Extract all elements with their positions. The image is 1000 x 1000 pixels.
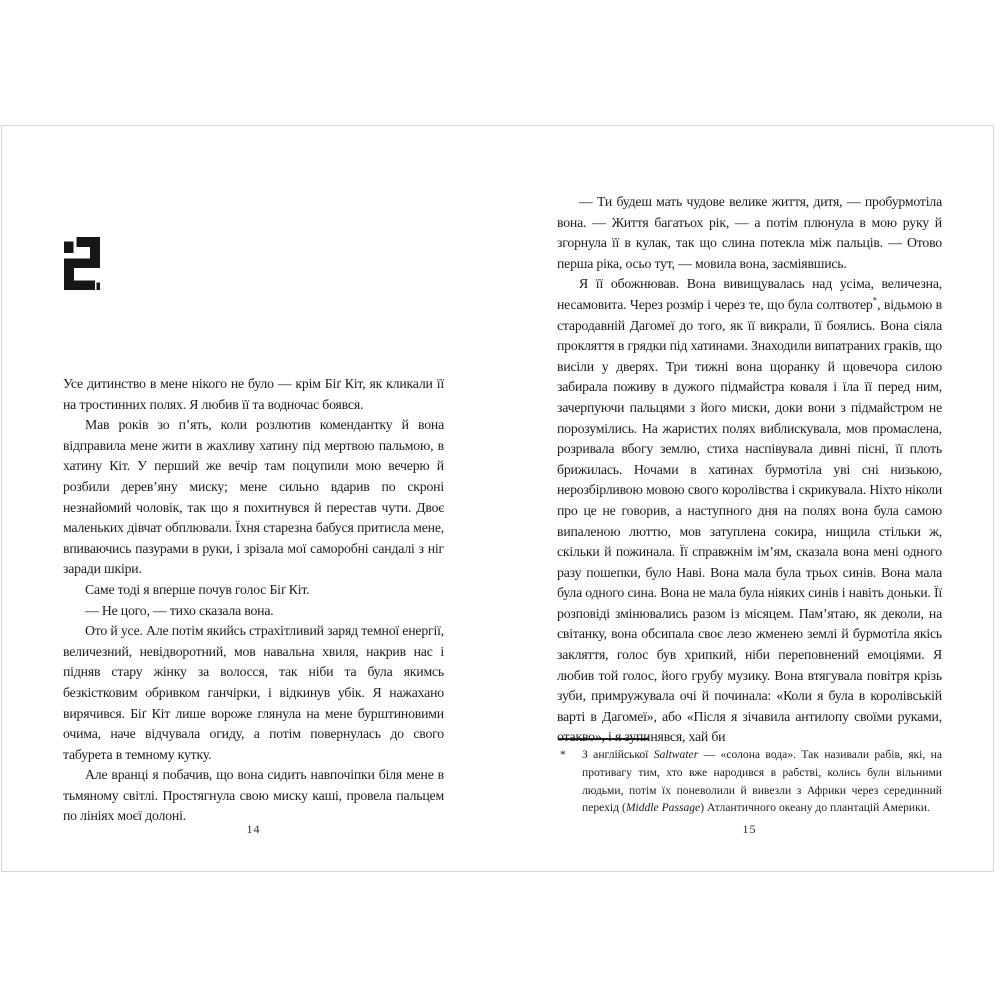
paragraph: Усе дитинство в мене нікого не було — крім Біґ Кіт, як кликали її на тростинних полях. Я любив її та водночас боявся. <box>63 376 444 412</box>
footnote-divider-rule <box>558 738 649 740</box>
right-page <box>557 126 942 871</box>
footnote-text-italic: Saltwater <box>653 748 699 761</box>
paragraph-segment: Я її обожнював. Вона вивищувалась над усіма, величезна, несамовита. Через розмір і через те, що була солтвотер <box>557 276 942 312</box>
chapter-numeral-glyph <box>64 237 100 290</box>
paragraph-segment: , відьмою в стародавній Дагомеї до того, як її викрали, її боялись. Вона сіяла прокляття в грядки під хатинами. Знаходили випатраних граків, що висіли у дверях. Три тижні вона щоранку й щовечора силою забирала поживу в дужого підмайстра коваля і їла її перед ним, зачерпуючи пальцями з його миски, доки вони з підмайстром не порозумілись. На жаристих полях виблискувала, мов промаслена, розривала вбогу землю, стиха наспівувала дивні пісні, її плоть брижилась. Ночами в хатинах бурмотіла уві сні низькою, нерозбірливою мовою свого королівства і скрикувала. Ніхто ніколи про це не говорив, а наступного дня на полях вона була самою випаленою люттю, мов затуплена сокира, нищила стільки ж, скільки й пожинала. Її справжнім ім’ям, сказала вона мені одного разу пошепки, було Наві. Вона мала була трьох синів. Вона мала була одного сина. Вона не мала була ніяких синів і навіть доньки. Її розповіді змінювались разом із місяцем. Пам’ятаю, як деколи, на світанку, вона обсипала своє лезо жменею землі й бурмотіла якісь закляття, голос був хрипкий, ніби переповнений емоціями. Я любив той голос, його грубу музику. Вона втягувала повітря крізь зуби, примружувала очі й починала: «Коли я була в королівській варті в Дагомеї», або «Після я зічавила антилопу своїми руками, отакво», і я зупинявся, хай би <box>557 296 942 745</box>
footnote <box>557 746 942 817</box>
paragraph <box>557 274 942 748</box>
paragraph: Мав років зо п’ять, коли розлютив комендантку й вона відправила мене жити в жахливу хатину під мертвою пальмою, в хатину Кіт. У перший же вечір там поцупили мою вечерю й розбили дерев’яну миску; мене сильно вдарив по скроні незнайомий чоловік, так що я похитнувся й перестав чути. Двоє маленьких дівчат обплювали. Їхня старезна бабуся притисла мене, впиваючись пазурами в руки, і зрізала мої саморобні сандалі з ніг заради шкіри. <box>63 417 444 577</box>
footnote-text: З англійської <box>582 748 654 761</box>
paragraph: Ото й усе. Але потім якийсь страхітливий заряд темної енергії, величезний, невідворотний, мов навальна хвиля, накрив нас і підняв стару жінку за волосся, так ніби та була якимсь безкістковим обривком ганчірки, і відкинув убік. Я нажахано вирячився. Біґ Кіт лише вороже глянула на мене бурштиновими очима, наче відчувала огиду, а потім повернулась до свого табурета в темному кутку. <box>63 623 444 762</box>
book-page-spread <box>1 125 994 872</box>
page-number-left: 14 <box>246 822 261 836</box>
footnote-text-italic: Middle Passage <box>625 801 701 815</box>
left-page <box>63 126 444 871</box>
paragraph: — Ти будеш мать чудове велике життя, дитя, — пробурмотіла вона. — Життя багатьох рік, — а потім плюнула в мою руку й згорнула її в кулак, так що слина потекла між пальців. — Отово перша ріка, осьо тут, — мовила вона, засміявшись. <box>557 194 942 271</box>
footnote-text: — «солона вода». Так називали рабів, які, на противагу тим, хто вже народився в рабстві, колись були вільними людьми, потім їх поневолили й вивезли з Африки через серединний перехід ( <box>582 748 942 815</box>
paragraph: Саме тоді я вперше почув голос Біґ Кіт. <box>85 581 310 597</box>
paragraph: — Не цого, — тихо сказала вона. <box>85 602 274 618</box>
footnote-reference-asterisk: * <box>872 295 878 306</box>
page-number-right: 15 <box>742 822 757 836</box>
paragraph: Але вранці я побачив, що вона сидить навпочіпки біля мене в тьмяному світлі. Простягнула свою миску каші, провела пальцем по лініях моєї долоні. <box>63 767 444 824</box>
right-page-text-block <box>557 192 942 748</box>
left-page-text-block <box>63 374 444 827</box>
footnote-text: ) Атлантичного океану до плантацій Америки. <box>700 801 930 815</box>
chapter-number <box>64 237 100 290</box>
footnote-marker: * <box>560 748 566 761</box>
